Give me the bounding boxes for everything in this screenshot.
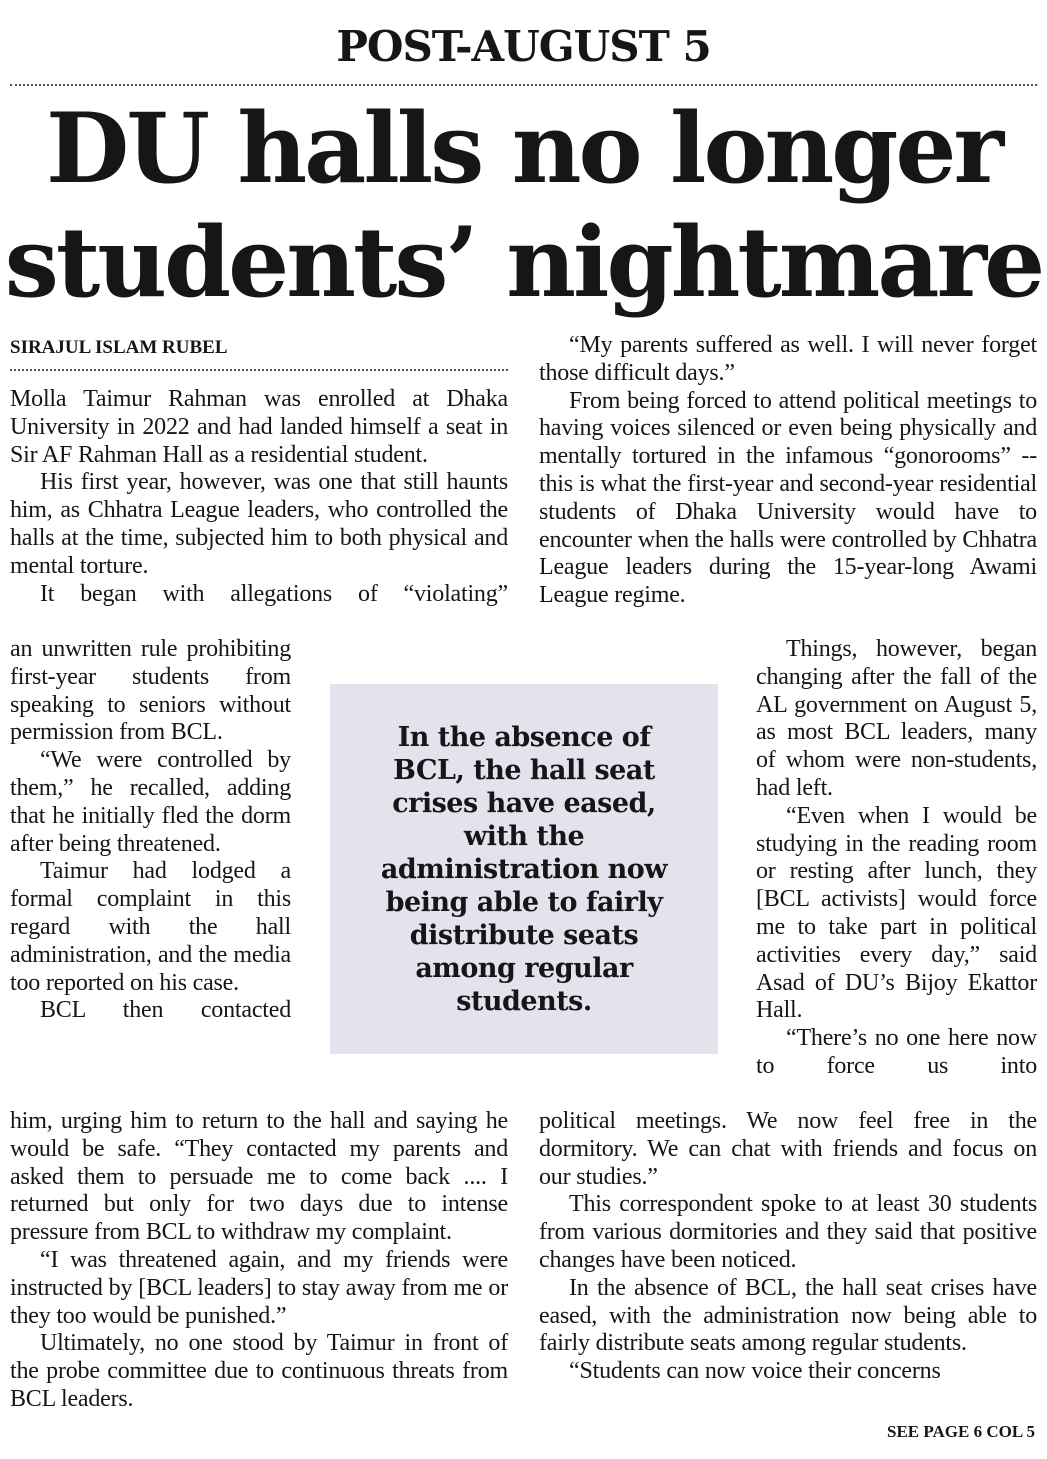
col2-bottom: [539, 1108, 1037, 1386]
headline-line-1: DU halls no longer: [45, 92, 1002, 205]
headline: [0, 92, 1047, 320]
paragraph: Ultimately, no one stood by Taimur in front of the probe committee due to continuous threats from BCL leaders.: [10, 1330, 508, 1412]
paragraph: “There’s no one here now to force us into: [756, 1025, 1037, 1079]
paragraph: From being forced to attend political meetings to having voices silenced or even being physically and mentally tortured in the infamous “gonorooms” -- this is what the first-year and second-year residential students of Dhaka University would have to encounter when the halls were controlled by Chhatra League leaders during the 15-year-long Awami League regime.: [539, 387, 1037, 609]
col2-narrow: [756, 636, 1037, 1081]
divider: [10, 84, 1037, 86]
jump-line: SEE PAGE 6 COL 5: [887, 1422, 1035, 1441]
paragraph: Taimur had lodged a formal complaint in this regard with the hall administration, and the media too reported on his case.: [10, 858, 291, 996]
paragraph: “My parents suffered as well. I will never forget those difficult days.”: [539, 332, 1037, 386]
kicker: POST-AUGUST 5: [336, 22, 711, 71]
col1-narrow: [10, 636, 291, 1025]
paragraph: His first year, however, was one that still haunts him, as Chhatra League leaders, who controlled the halls at the time, subjected him to both physical and mental torture.: [10, 469, 508, 579]
byline: SIRAJUL ISLAM RUBEL: [10, 337, 228, 358]
paragraph: In the absence of BCL, the hall seat crises have eased, with the administration now being able to fairly distribute seats among regular students.: [539, 1274, 1037, 1357]
paragraph: “We were controlled by them,” he recalled, adding that he initially fled the dorm after being threatened.: [10, 747, 291, 857]
paragraph: It began with allegations of “violating”: [40, 580, 508, 607]
paragraph: “Even when I would be studying in the reading room or resting after lunch, they [BCL activists] would force me to take part in political activities every day,” said Asad of DU’s Bijoy Ekattor Hall.: [756, 802, 1037, 1024]
col2-top: [539, 332, 1037, 610]
pull-quote: In the absence of BCL, the hall seat crises have eased, with the administration now being able to fairly distribute seats among regular students.: [380, 721, 668, 1017]
paragraph: “I was threatened again, and my friends were instructed by [BCL leaders] to stay away from me or they too would be punished.”: [10, 1246, 508, 1329]
byline-divider: [10, 369, 508, 371]
paragraph: an unwritten rule prohibiting first-year students from speaking to seniors without permission from BCL.: [10, 636, 291, 746]
pull-quote-box: [330, 684, 718, 1054]
paragraph: “Students can now voice their concerns: [569, 1358, 941, 1385]
paragraph: BCL then contacted: [40, 997, 291, 1024]
headline-line-2: students’ nightmare: [4, 206, 1043, 319]
paragraph: political meetings. We now feel free in the dormitory. We can chat with friends and focus on our studies.”: [539, 1108, 1037, 1190]
paragraph: Molla Taimur Rahman was enrolled at Dhaka University in 2022 and had landed himself a seat in Sir AF Rahman Hall as a residential student.: [10, 386, 508, 468]
col1-bottom: [10, 1108, 508, 1414]
col1-top: [10, 386, 508, 608]
paragraph: him, urging him to return to the hall and saying he would be safe. “They contacted my parents and asked them to persuade me to come back .... I returned but only for two days due to intense pressure from BCL to withdraw my complaint.: [10, 1108, 508, 1246]
paragraph: This correspondent spoke to at least 30 students from various dormitories and they said that positive changes have been noticed.: [539, 1191, 1037, 1273]
paragraph: Things, however, began changing after the fall of the AL government on August 5, as most BCL leaders, many of whom were non-students, had left.: [756, 636, 1037, 801]
